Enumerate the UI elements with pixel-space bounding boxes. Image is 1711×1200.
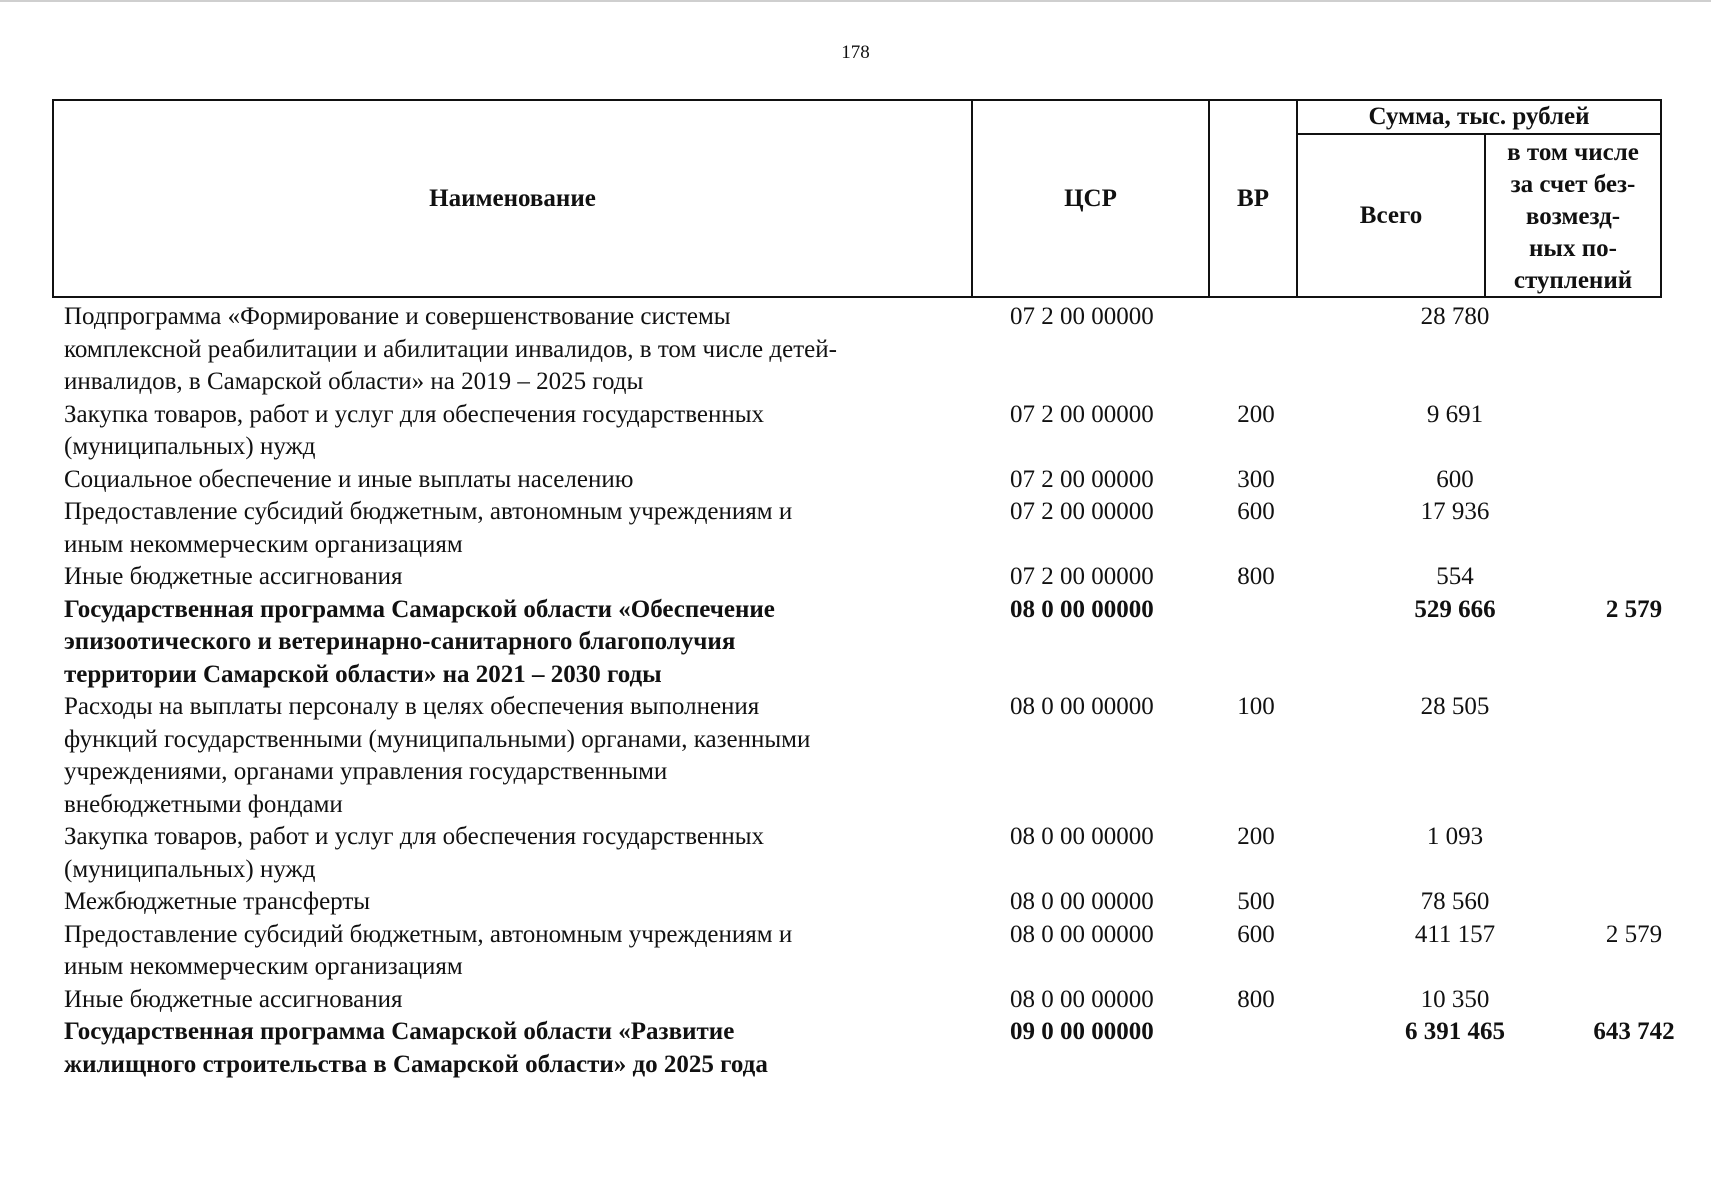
row-csr: 07 2 00 00000 bbox=[1010, 498, 1154, 525]
table-row bbox=[64, 886, 1654, 919]
row-csr: 08 0 00 00000 bbox=[1010, 693, 1154, 720]
row-name: Иные бюджетные ассигнования bbox=[64, 985, 403, 1013]
row-name: Закупка товаров, работ и услуг для обеспечения государственных (муниципальных) нужд bbox=[64, 823, 765, 883]
page-number: 178 bbox=[841, 42, 870, 63]
row-vr: 600 bbox=[1237, 920, 1275, 948]
row-total: 78 560 bbox=[1420, 888, 1490, 915]
header-including-free: в том числе за счет без- возмезд- ных по- ступлений bbox=[1507, 138, 1639, 294]
table-body bbox=[64, 301, 1675, 1081]
row-name: Социальное обеспечение и иные выплаты населению bbox=[64, 465, 634, 493]
row-total: 17 936 bbox=[1420, 498, 1490, 525]
row-name: Государственная программа Самарской области «Обеспечение эпизоотического и ветеринарно-санитарного благополучия территории Самарской области» на 2021 – 2030 годы bbox=[64, 595, 775, 688]
row-name: Закупка товаров, работ и услуг для обеспечения государственных (муниципальных) нужд bbox=[64, 400, 765, 460]
header-sum-group: Сумма, тыс. рублей bbox=[1368, 103, 1590, 130]
row-name: Расходы на выплаты персоналу в целях обеспечения выполнения функций государственными (муниципальными) органами, казенными учреждениями, органами управления государственными внебюджетными фондами bbox=[64, 693, 811, 818]
table-row bbox=[64, 919, 1663, 984]
row-csr: 08 0 00 00000 bbox=[1010, 595, 1154, 623]
row-free: 2 579 bbox=[1605, 920, 1663, 948]
header-vr: ВР bbox=[1237, 184, 1269, 212]
table-row bbox=[64, 984, 1654, 1017]
row-name: Подпрограмма «Формирование и совершенствование системы комплексной реабилитации и абилитации инвалидов, в том числе детей- инвалидов, в Самарской области» на 2019 – 2025 годы bbox=[64, 303, 837, 395]
header-csr: ЦСР bbox=[1064, 184, 1117, 212]
table-row bbox=[64, 301, 1654, 399]
row-csr: 08 0 00 00000 bbox=[1010, 888, 1154, 915]
row-total: 6 391 465 bbox=[1405, 1018, 1505, 1045]
row-name: Государственная программа Самарской области «Развитие жилищного строительства в Самарской области» до 2025 года bbox=[64, 1018, 768, 1078]
row-vr: 800 bbox=[1237, 985, 1275, 1013]
row-free: 643 742 bbox=[1593, 1018, 1675, 1045]
row-csr: 07 2 00 00000 bbox=[1010, 465, 1154, 493]
row-vr: 500 bbox=[1237, 888, 1275, 915]
row-free: 2 579 bbox=[1605, 595, 1663, 623]
row-name: Межбюджетные трансферты bbox=[64, 888, 371, 915]
row-vr: 200 bbox=[1237, 400, 1275, 428]
row-csr: 09 0 00 00000 bbox=[1010, 1018, 1154, 1045]
row-csr: 07 2 00 00000 bbox=[1010, 303, 1154, 330]
row-total: 529 666 bbox=[1414, 595, 1496, 623]
table-row bbox=[64, 594, 1663, 692]
row-total: 28 780 bbox=[1420, 303, 1490, 330]
row-total: 554 bbox=[1436, 563, 1474, 590]
row-name: Иные бюджетные ассигнования bbox=[64, 563, 403, 590]
row-csr: 08 0 00 00000 bbox=[1010, 985, 1154, 1013]
header-total: Всего bbox=[1359, 201, 1423, 229]
row-vr: 300 bbox=[1237, 465, 1275, 493]
row-total: 1 093 bbox=[1426, 823, 1484, 850]
row-name: Предоставление субсидий бюджетным, автономным учреждениям и иным некоммерческим организациям bbox=[64, 920, 793, 980]
table-row bbox=[64, 496, 1654, 561]
row-vr: 100 bbox=[1237, 693, 1275, 720]
table-row bbox=[64, 464, 1654, 497]
row-vr: 600 bbox=[1237, 498, 1275, 525]
row-total: 10 350 bbox=[1420, 985, 1490, 1013]
table-row bbox=[64, 399, 1654, 464]
row-total: 28 505 bbox=[1420, 693, 1490, 720]
row-name: Предоставление субсидий бюджетным, автономным учреждениям и иным некоммерческим организациям bbox=[64, 498, 793, 558]
row-csr: 07 2 00 00000 bbox=[1010, 563, 1154, 590]
row-csr: 08 0 00 00000 bbox=[1010, 920, 1154, 948]
row-total: 9 691 bbox=[1426, 400, 1484, 428]
table-row bbox=[64, 821, 1654, 886]
header-name: Наименование bbox=[429, 184, 596, 212]
table-row bbox=[64, 691, 1654, 821]
row-total: 600 bbox=[1436, 465, 1474, 493]
row-csr: 07 2 00 00000 bbox=[1010, 400, 1154, 428]
row-vr: 200 bbox=[1237, 823, 1275, 850]
row-vr: 800 bbox=[1237, 563, 1275, 590]
table-row bbox=[64, 561, 1654, 594]
row-csr: 08 0 00 00000 bbox=[1010, 823, 1154, 850]
scan-edge-line bbox=[0, 0, 1711, 2]
table-row bbox=[64, 1016, 1675, 1081]
row-total: 411 157 bbox=[1414, 920, 1496, 948]
